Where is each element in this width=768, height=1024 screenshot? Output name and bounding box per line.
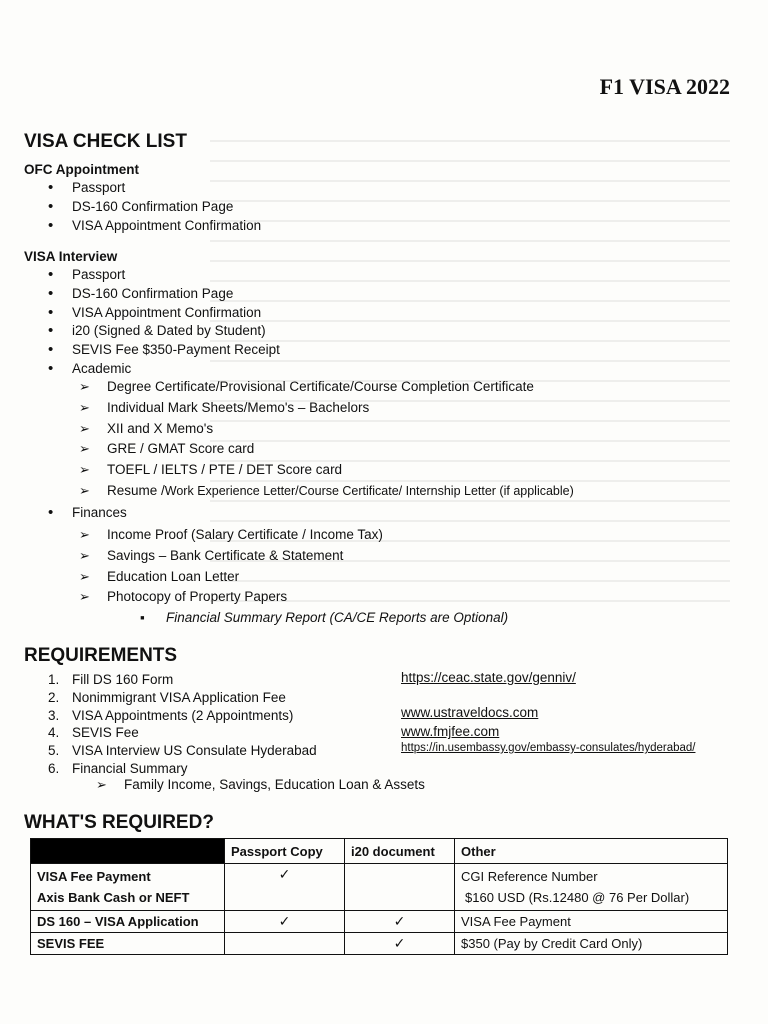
i20-check: ✓	[345, 911, 455, 933]
table-row	[31, 864, 728, 911]
list-item: • i20 (Signed & Dated by Student)	[48, 322, 280, 341]
column-header: Other	[455, 839, 728, 864]
interview-list	[48, 266, 280, 379]
i20-check	[345, 864, 455, 911]
finances-list	[79, 525, 383, 608]
resume-label: Resume /	[107, 482, 165, 498]
other-cell: $350 (Pay by Credit Card Only)	[455, 933, 728, 955]
finances-bullet	[48, 504, 127, 523]
list-item: • DS-160 Confirmation Page	[48, 198, 261, 217]
resume-detail: Work Experience Letter/Course Certificate/	[164, 483, 403, 498]
column-header	[31, 839, 225, 864]
row-label: VISA Fee Payment Axis Bank Cash or NEFT	[31, 864, 225, 911]
ds160-link[interactable]: https://ceac.state.gov/genniv/	[401, 670, 576, 685]
list-item: ➢ Education Loan Letter	[79, 567, 383, 588]
table-row	[31, 911, 728, 933]
list-item: ➢ GRE / GMAT Score card	[79, 439, 574, 460]
list-item: ➢ TOEFL / IELTS / PTE / DET Score card	[79, 460, 574, 481]
list-item: ➢ Individual Mark Sheets/Memo's – Bachelors	[79, 398, 574, 419]
ustraveldocs-link[interactable]: www.ustraveldocs.com	[401, 705, 539, 720]
link-ustraveldocs[interactable]	[401, 705, 538, 720]
list-item: • Passport	[48, 179, 261, 198]
requirements-heading: REQUIREMENTS	[24, 645, 178, 666]
link-fmjfee[interactable]	[401, 724, 499, 739]
list-item: ➢ Income Proof (Salary Certificate / Income Tax)	[79, 525, 383, 546]
table-header-row	[31, 839, 728, 864]
list-item: ▪ Financial Summary Report (CA/CE Reports are Optional)	[140, 608, 508, 628]
document-title: F1 VISA 2022	[599, 74, 730, 99]
interview-label: VISA Interview	[24, 249, 118, 264]
list-item: • DS-160 Confirmation Page	[48, 285, 280, 304]
requirements-table	[30, 838, 728, 955]
row-label: DS 160 – VISA Application	[31, 911, 225, 933]
list-item: • SEVIS Fee $350-Payment Receipt	[48, 341, 280, 360]
list-item: 1. Fill DS 160 Form	[48, 672, 174, 687]
list-item: • Passport	[48, 266, 280, 285]
academic-list	[79, 377, 574, 502]
list-item: ➢ Photocopy of Property Papers	[79, 587, 383, 608]
financial-summary-sub	[96, 775, 425, 796]
link-usembassy[interactable]	[401, 742, 695, 754]
list-item: ➢ XII and X Memo's	[79, 419, 574, 440]
i20-check: ✓	[345, 933, 455, 955]
list-item: • VISA Appointment Confirmation	[48, 217, 261, 236]
column-header: Passport Copy	[225, 839, 345, 864]
whats-required-heading: WHAT'S REQUIRED?	[24, 812, 214, 833]
list-item: ➢ Degree Certificate/Provisional Certificate/Course Completion Certificate	[79, 377, 574, 398]
ofc-label: OFC Appointment	[24, 162, 139, 177]
link-ds160[interactable]	[401, 670, 576, 685]
usembassy-link[interactable]: https://in.usembassy.gov/embassy-consulates/hyderabad/	[401, 742, 696, 754]
list-item: • Academic	[48, 360, 280, 379]
other-cell: VISA Fee Payment	[455, 911, 728, 933]
list-item: 2. Nonimmigrant VISA Application Fee	[48, 689, 286, 705]
list-item: • Finances	[48, 504, 127, 523]
list-item: 6. Financial Summary	[48, 760, 188, 776]
list-item: 5. VISA Interview US Consulate Hyderabad	[48, 743, 317, 759]
resume-tail: Internship Letter (if applicable)	[402, 483, 574, 498]
passport-check	[225, 933, 345, 955]
list-item: ➢ Savings – Bank Certificate & Statement	[79, 546, 383, 567]
fmjfee-link[interactable]: www.fmjfee.com	[401, 724, 500, 739]
row-label: SEVIS FEE	[31, 933, 225, 955]
list-item: 4. SEVIS Fee	[48, 725, 139, 741]
passport-check: ✓	[225, 864, 345, 911]
other-cell: CGI Reference Number $160 USD (Rs.12480 @ 76 Per Dollar)	[455, 864, 728, 911]
checklist-heading: VISA CHECK LIST	[24, 131, 187, 152]
list-item-resume	[79, 481, 574, 502]
requirements-list	[48, 671, 317, 778]
ofc-list	[48, 179, 261, 235]
passport-check: ✓	[225, 911, 345, 933]
column-header: i20 document	[345, 839, 455, 864]
list-item: 3. VISA Appointments (2 Appointments)	[48, 707, 294, 723]
list-item: ➢ Family Income, Savings, Education Loan & Assets	[96, 775, 425, 796]
table-row	[31, 933, 728, 955]
list-item: • VISA Appointment Confirmation	[48, 304, 280, 323]
financial-summary-list	[140, 608, 508, 628]
